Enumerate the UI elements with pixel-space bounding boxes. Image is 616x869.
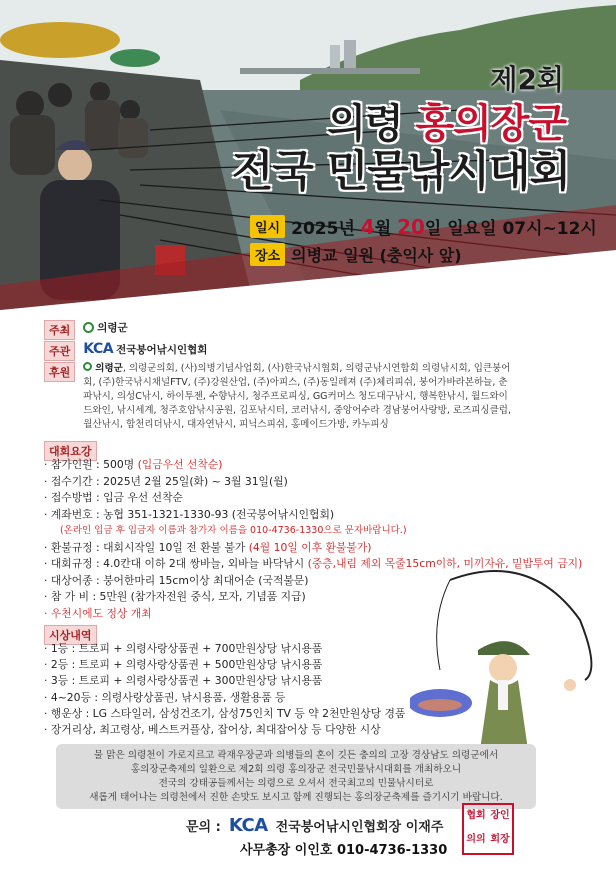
- organizer-org: KCA 전국붕어낚시인협회: [83, 341, 208, 357]
- header-photo: [0, 0, 616, 330]
- date-label: 일시: [250, 215, 285, 238]
- list-item: · 대회규정 : 4.0칸대 이하 2대 쌍바늘, 외바늘 바닥낚시 (중층,내림 제외 목줄15cm이하, 미끼자유, 밑밥투여 금지): [44, 557, 583, 570]
- list-item: · 계좌번호 : 농협 351-1321-1330-93 (전국붕어낚시인협회): [44, 507, 335, 521]
- list-item: · 장거리상, 최고령상, 베스트커플상, 잡어상, 최대잡어상 등 다양한 시상: [44, 723, 381, 737]
- contact-row: [186, 815, 443, 836]
- edition-label: 제2회: [490, 63, 564, 96]
- organizer-label: 주관: [44, 341, 75, 361]
- list-item: · 1등 : 트로피 + 의령사랑상품권 + 700만원상당 낚시용품: [44, 642, 323, 655]
- place-label: 장소: [250, 243, 285, 266]
- sponsor-list: 의령군, 의령군의회, (사)의병기념사업회, (사)한국낚시협회, 의령군낚시연합회 의령낚시회, 입큰붕어회, (주)한국낚시채널FTV, (주)강원산업, (주)아피스, (주)동일레져 (주)체리피쉬, 붕어가바라본하늘, 춘파낚시, 의성C낚시, 하이투젠, 수향낚시, 청주프로피싱, GG커머스 청도대구낚시, 행복한낚시, 월드와이드와인, 낚시세계, 청주호암낚시공원, 김포낚시터, 코러낚시, 중앙어수라 경남붕어사랑방, 로즈피싱클럽, 월산낚시, 합천리더낚시, 대자연낚시, 피닉스피쉬, 홍메이드가방, 카누피싱: [83, 363, 511, 430]
- title-line2: 전국 민물낚시대회: [231, 147, 570, 197]
- host-row: [44, 320, 128, 340]
- list-item: · 환불규정 : 대회시작일 10일 전 환불 불가 (4월 10일 이후 환불불가): [44, 540, 372, 554]
- uiryeong-logo-icon: [83, 362, 92, 371]
- list-item: · 행운상 : LG 스타일러, 삼성건조기, 삼성75인치 TV 등 약 2천만원상당 경품: [44, 706, 406, 720]
- organizer-row: [44, 341, 207, 361]
- secretary-contact: 사무총장 이인호 010-4736-1330: [240, 843, 448, 858]
- title-hero: 홍의장군: [415, 101, 566, 147]
- date-value: 2025년 4월 20일 일요일 07시~12시: [291, 215, 597, 239]
- list-item: · 참가인원 : 500명 (입금우선 선착순): [44, 458, 223, 471]
- place-row: [250, 243, 462, 266]
- date-row: [250, 214, 597, 239]
- uiryeong-logo-icon: [83, 322, 94, 333]
- list-item: · 3등 : 트로피 + 의령사랑상품권 + 300만원상당 낚시용품: [44, 674, 323, 688]
- sponsor-label: 후원: [44, 362, 75, 382]
- prize-list: [44, 641, 405, 738]
- kca-logo-icon: KCA: [228, 815, 268, 836]
- contact-label: 문의 :: [186, 820, 221, 835]
- host-org: 의령군: [83, 320, 127, 335]
- guide-header: 대회요강: [44, 440, 97, 461]
- list-item: · 우천시에도 정상 개최: [44, 606, 152, 620]
- fisherman-illustration: [410, 560, 610, 750]
- list-item: · 대상어종 : 붕어한마리 15cm이상 최대어순 (국적불문): [44, 573, 309, 587]
- sponsor-row: [44, 362, 513, 432]
- association-seal-stamp: 협회 장인 의의 회장: [462, 803, 514, 855]
- list-item: · 참 가 비 : 5만원 (참가자전원 중식, 모자, 기념품 지급): [44, 590, 306, 603]
- notice-box: 물 맑은 의령천이 가로지르고 곽재우장군과 의병들의 혼이 깃든 충의의 고장 경상남도 의령군에서 홍의장군축제의 일환으로 제2회 의령 홍의장군 전국민물낚시대회를 개최하오니 전국의 강태공들께서는 의령으로 오셔서 전국최고의 민물낚시터로 새롭게 태어나는 의령천에서 진한 손맛도 보시고 함께 진행되는 홍의장군축제를 즐기시기 바랍니다.: [56, 744, 536, 809]
- account-note: (온라인 입금 후 입금자 이름과 참가자 이름을 010-4736-1330으로 문자바랍니다.): [60, 525, 407, 536]
- contact-name: 전국붕어낚시인협회장 이재주: [275, 820, 444, 835]
- list-item: · 4~20등 : 의령사랑상품권, 낚시용품, 생활용품 등: [44, 690, 286, 704]
- host-label: 주최: [44, 320, 75, 340]
- list-item: · 접수방법 : 입금 우선 선착순: [44, 491, 183, 504]
- title-region: 의령: [327, 101, 403, 147]
- list-item: · 접수기간 : 2025년 2월 25일(화) ~ 3월 31일(월): [44, 474, 288, 488]
- place-value: 의병교 일원 (충익사 앞): [291, 246, 462, 265]
- list-item: · 2등 : 트로피 + 의령사랑상품권 + 500만원상당 낚시용품: [44, 658, 323, 672]
- prize-header: 시상내역: [44, 624, 97, 645]
- kca-logo-icon: KCA: [83, 341, 114, 357]
